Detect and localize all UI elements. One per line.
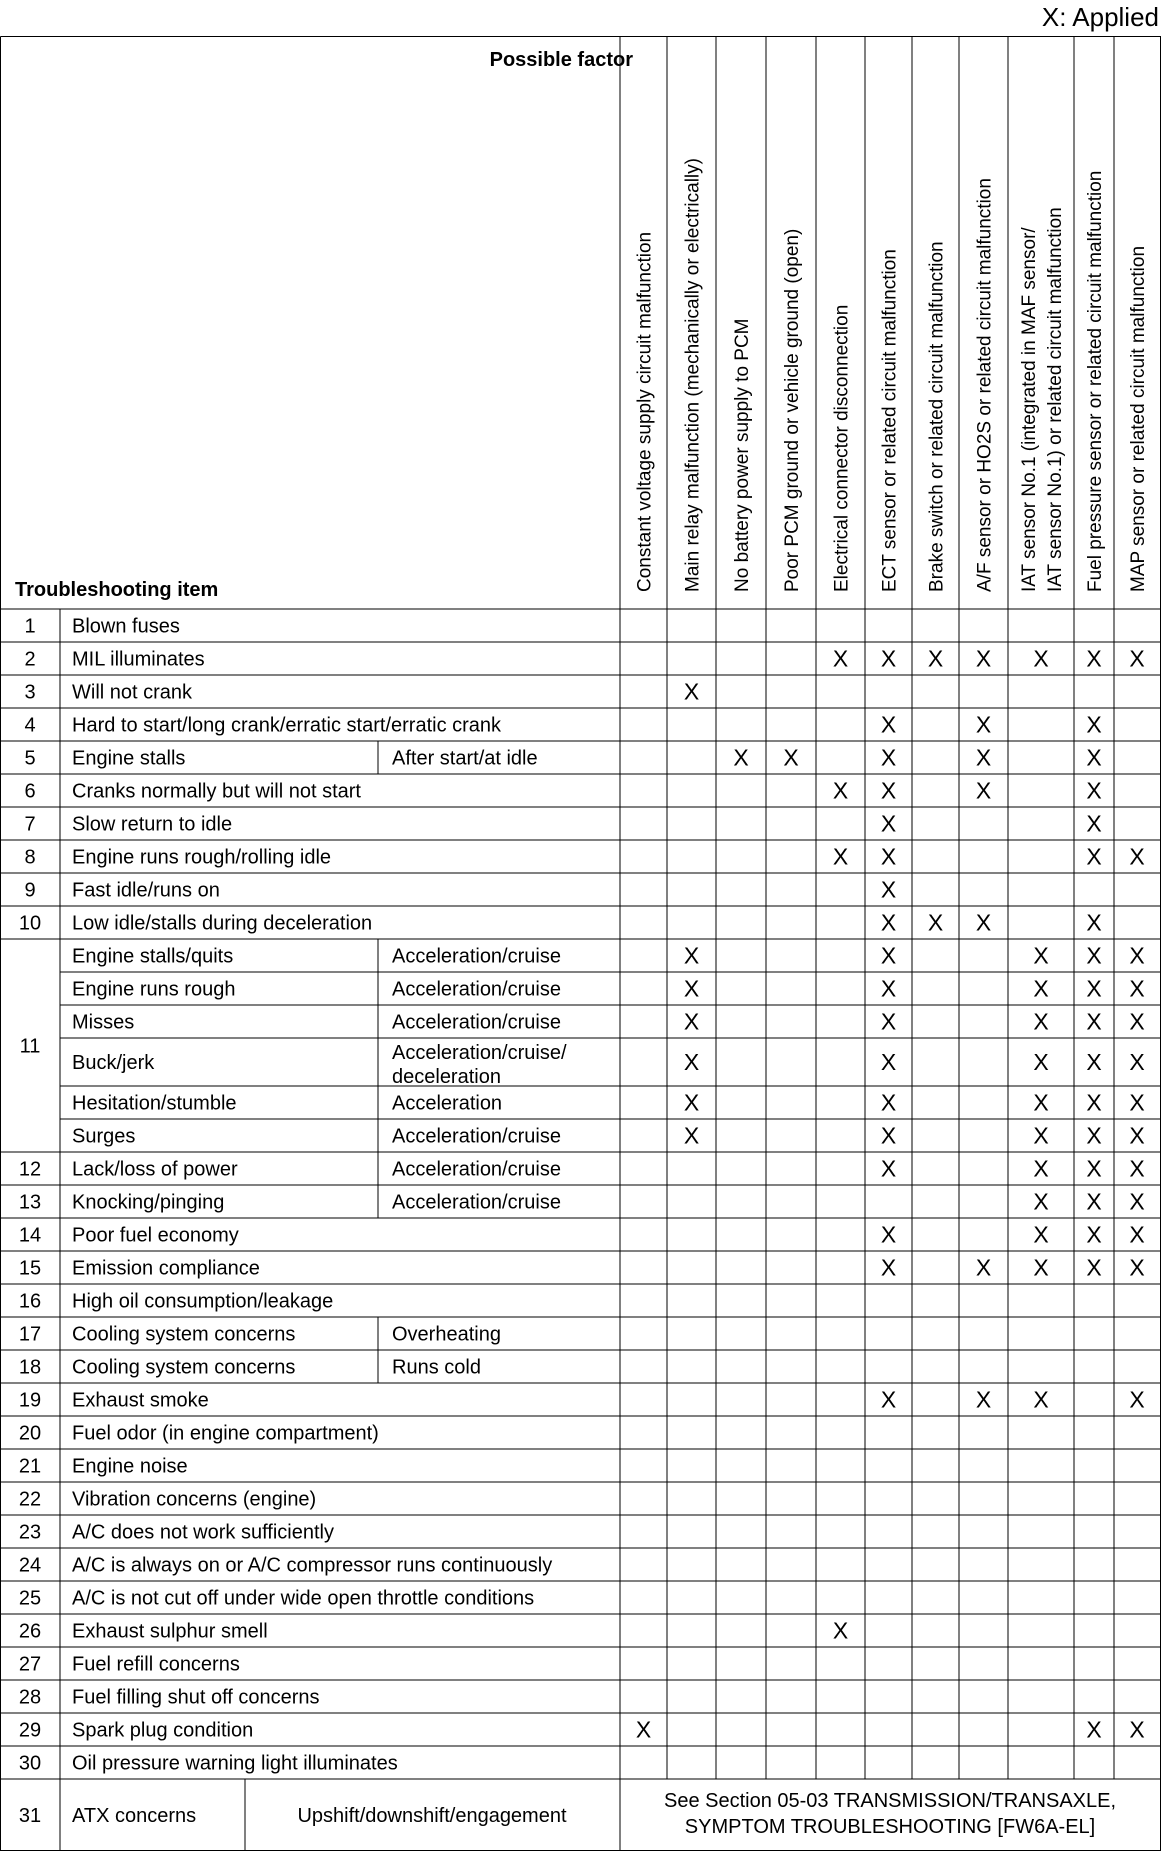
applied-mark: X: [1086, 1089, 1102, 1116]
applied-mark: X: [1129, 1122, 1145, 1149]
factor-column-header: IAT sensor No.1) or related circuit malfunction: [1045, 207, 1066, 592]
item-label: High oil consumption/leakage: [72, 1290, 334, 1313]
row-number: 9: [24, 879, 36, 902]
troubleshooting-item-heading: Troubleshooting item: [15, 579, 219, 601]
applied-mark: X: [683, 975, 700, 1002]
possible-factor-heading: Possible factor: [489, 49, 633, 71]
condition-label: Upshift/downshift/engagement: [297, 1805, 567, 1827]
applied-mark: X: [1086, 744, 1102, 771]
applied-mark: X: [1129, 843, 1145, 870]
applied-mark: X: [683, 942, 700, 969]
applied-mark: X: [1129, 975, 1145, 1002]
factor-column-header: Constant voltage supply circuit malfunction: [634, 231, 656, 592]
row-number: 28: [18, 1686, 42, 1709]
applied-mark: X: [975, 1386, 992, 1413]
row-number: 16: [18, 1290, 42, 1313]
row-number: 8: [24, 846, 36, 869]
condition-label: Runs cold: [392, 1356, 481, 1379]
applied-mark: X: [1033, 645, 1049, 672]
item-label: Hard to start/long crank/erratic start/erratic crank: [72, 714, 502, 737]
condition-label: Overheating: [392, 1323, 501, 1346]
row-number: 14: [18, 1224, 42, 1247]
row-number: 29: [18, 1719, 42, 1742]
applied-mark: X: [1086, 810, 1102, 837]
applied-mark: X: [927, 645, 944, 672]
applied-mark: X: [683, 1049, 700, 1075]
applied-mark: X: [880, 1089, 897, 1116]
applied-mark: X: [1086, 942, 1102, 969]
applied-mark: X: [975, 1254, 992, 1281]
row-number: 18: [18, 1356, 42, 1379]
applied-mark: X: [880, 1008, 897, 1035]
row-number: 21: [18, 1455, 42, 1478]
item-label: Cooling system concerns: [72, 1356, 296, 1379]
applied-mark: X: [880, 975, 897, 1002]
applied-mark: X: [832, 777, 849, 804]
row-number: 5: [24, 747, 36, 770]
item-label: ATX concerns: [72, 1805, 197, 1827]
item-label: MIL illuminates: [72, 648, 205, 671]
item-label: Oil pressure warning light illuminates: [72, 1752, 398, 1775]
row-number: 25: [18, 1587, 42, 1610]
row-number: 6: [24, 780, 36, 803]
item-label: Surges: [72, 1125, 136, 1148]
applied-mark: X: [1129, 1188, 1145, 1215]
row-number: 15: [18, 1257, 42, 1280]
item-label: A/C does not work sufficiently: [72, 1521, 334, 1544]
item-label: Fast idle/runs on: [72, 879, 220, 902]
factor-column-header: A/F sensor or HO2S or related circuit malfunction: [974, 178, 996, 592]
factor-column-header: Fuel pressure sensor or related circuit malfunction: [1085, 170, 1106, 592]
row-number: 2: [24, 648, 36, 671]
applied-mark: X: [683, 1008, 700, 1035]
applied-mark: X: [880, 777, 897, 804]
item-label: Engine stalls: [72, 747, 186, 770]
condition-label: Acceleration/cruise: [392, 1011, 561, 1034]
applied-mark: X: [880, 1122, 897, 1149]
item-label: Cooling system concerns: [72, 1323, 296, 1346]
applied-mark: X: [1086, 645, 1102, 672]
applied-mark: X: [1033, 975, 1049, 1002]
applied-mark: X: [975, 645, 992, 672]
applied-mark: X: [1033, 1254, 1049, 1281]
item-label: Fuel refill concerns: [72, 1653, 240, 1676]
item-label: Misses: [72, 1011, 135, 1034]
factor-column-header: Main relay malfunction (mechanically or electrically): [682, 158, 704, 592]
row-number: 19: [18, 1389, 42, 1412]
applied-mark: X: [683, 1089, 700, 1116]
condition-label: deceleration: [392, 1066, 501, 1088]
item-label: Spark plug condition: [72, 1719, 254, 1742]
row-number: 7: [24, 813, 36, 836]
item-label: Fuel odor (in engine compartment): [72, 1422, 379, 1445]
applied-mark: X: [1129, 1716, 1145, 1743]
applied-mark: X: [1129, 645, 1145, 672]
applied-mark: X: [1086, 843, 1102, 870]
legend-applied: X: Applied: [1041, 2, 1159, 32]
applied-mark: X: [1086, 1221, 1102, 1248]
item-label: A/C is not cut off under wide open throttle conditions: [72, 1587, 535, 1610]
item-label: Cranks normally but will not start: [72, 780, 361, 803]
applied-mark: X: [880, 1221, 897, 1248]
item-label: Engine runs rough: [72, 978, 236, 1001]
applied-mark: X: [880, 645, 897, 672]
applied-mark: X: [1129, 1089, 1145, 1116]
row-number: 20: [18, 1422, 42, 1445]
item-label: A/C is always on or A/C compressor runs continuously: [72, 1554, 553, 1577]
row-number: 12: [18, 1158, 42, 1181]
applied-mark: X: [1086, 711, 1102, 738]
applied-mark: X: [1129, 942, 1145, 969]
applied-mark: X: [1086, 909, 1102, 936]
applied-mark: X: [880, 942, 897, 969]
item-label: Will not crank: [72, 681, 193, 704]
condition-label: Acceleration/cruise: [392, 978, 561, 1001]
factor-column-header: Brake switch or related circuit malfunction: [926, 241, 948, 592]
applied-mark: X: [1129, 1008, 1145, 1035]
item-label: Engine runs rough/rolling idle: [72, 846, 332, 869]
row-number: 26: [18, 1620, 42, 1643]
applied-mark: X: [1033, 1049, 1049, 1075]
row-number: 4: [24, 714, 36, 737]
applied-mark: X: [880, 1155, 897, 1182]
item-label: Engine stalls/quits: [72, 945, 234, 968]
item-label: Slow return to idle: [72, 813, 233, 836]
condition-label: Acceleration/cruise: [392, 1158, 561, 1181]
applied-mark: X: [1086, 1122, 1102, 1149]
applied-mark: X: [683, 1122, 700, 1149]
applied-mark: X: [880, 1049, 897, 1075]
item-label: Fuel filling shut off concerns: [72, 1686, 320, 1709]
condition-label: Acceleration/cruise: [392, 945, 561, 968]
applied-mark: X: [1033, 1122, 1049, 1149]
applied-mark: X: [1086, 777, 1102, 804]
see-section-note: See Section 05-03 TRANSMISSION/TRANSAXLE,: [663, 1790, 1117, 1812]
applied-mark: X: [1033, 1221, 1049, 1248]
applied-mark: X: [1129, 1254, 1145, 1281]
applied-mark: X: [1086, 1049, 1102, 1075]
row-number: 10: [18, 912, 42, 935]
row-number: 31: [18, 1805, 42, 1827]
factor-column-header: IAT sensor No.1 (integrated in MAF sensor/: [1019, 227, 1040, 592]
applied-mark: X: [1033, 1386, 1049, 1413]
item-label: Engine noise: [72, 1455, 188, 1478]
applied-mark: X: [880, 909, 897, 936]
applied-mark: X: [1086, 1716, 1102, 1743]
applied-mark: X: [1086, 1155, 1102, 1182]
item-label: Exhaust sulphur smell: [72, 1620, 268, 1643]
applied-mark: X: [1086, 1008, 1102, 1035]
condition-label: Acceleration/cruise: [392, 1191, 561, 1214]
condition-label: Acceleration/cruise: [392, 1125, 561, 1148]
item-label: Poor fuel economy: [72, 1224, 239, 1247]
applied-mark: X: [1086, 975, 1102, 1002]
applied-mark: X: [880, 810, 897, 837]
factor-column-header: MAP sensor or related circuit malfunction: [1128, 245, 1149, 592]
row-number: 24: [18, 1554, 42, 1577]
applied-mark: X: [1086, 1254, 1102, 1281]
factor-column-header: ECT sensor or related circuit malfunction: [879, 249, 901, 592]
row-number: 3: [24, 681, 36, 704]
item-label: Hesitation/stumble: [72, 1092, 237, 1115]
factor-column-header: No battery power supply to PCM: [732, 318, 753, 592]
item-label: Emission compliance: [72, 1257, 260, 1280]
applied-mark: X: [1033, 1188, 1049, 1215]
applied-mark: X: [1033, 1155, 1049, 1182]
item-label: Lack/loss of power: [72, 1158, 238, 1181]
row-number: 17: [18, 1323, 42, 1346]
applied-mark: X: [880, 711, 897, 738]
applied-mark: X: [1129, 1049, 1145, 1075]
applied-mark: X: [880, 744, 897, 771]
applied-mark: X: [832, 645, 849, 672]
applied-mark: X: [880, 876, 897, 903]
item-label: Blown fuses: [72, 615, 180, 638]
applied-mark: X: [783, 744, 799, 771]
item-label: Low idle/stalls during deceleration: [72, 912, 373, 935]
condition-label: After start/at idle: [392, 747, 538, 770]
applied-mark: X: [1033, 1089, 1049, 1116]
applied-mark: X: [975, 711, 992, 738]
factor-column-header: Electrical connector disconnection: [831, 304, 853, 592]
applied-mark: X: [880, 1254, 897, 1281]
applied-mark: X: [975, 744, 992, 771]
applied-mark: X: [832, 1617, 849, 1644]
applied-mark: X: [1033, 942, 1049, 969]
factor-column-header: Poor PCM ground or vehicle ground (open): [782, 228, 803, 592]
item-label: Exhaust smoke: [72, 1389, 209, 1412]
item-label: Vibration concerns (engine): [72, 1488, 317, 1511]
applied-mark: X: [1129, 1386, 1145, 1413]
condition-label: Acceleration/cruise/: [392, 1042, 567, 1064]
applied-mark: X: [880, 1386, 897, 1413]
row-number: 30: [18, 1752, 42, 1775]
troubleshooting-table: [0, 36, 1161, 1858]
condition-label: Acceleration: [392, 1092, 503, 1115]
row-number: 23: [18, 1521, 42, 1544]
applied-mark: X: [635, 1716, 652, 1743]
see-section-note: SYMPTOM TROUBLESHOOTING [FW6A-EL]: [684, 1816, 1096, 1838]
applied-mark: X: [832, 843, 849, 870]
row-number: 1: [24, 615, 36, 638]
applied-mark: X: [880, 843, 897, 870]
row-number: 22: [18, 1488, 42, 1511]
row-number: 27: [18, 1653, 42, 1676]
applied-mark: X: [975, 909, 992, 936]
applied-mark: X: [1129, 1155, 1145, 1182]
row-number: 11: [19, 1035, 41, 1058]
applied-mark: X: [1129, 1221, 1145, 1248]
applied-mark: X: [733, 744, 749, 771]
applied-mark: X: [683, 678, 700, 705]
row-number: 13: [18, 1191, 42, 1214]
item-label: Knocking/pinging: [72, 1191, 225, 1214]
applied-mark: X: [1033, 1008, 1049, 1035]
item-label: Buck/jerk: [72, 1052, 155, 1074]
applied-mark: X: [1086, 1188, 1102, 1215]
applied-mark: X: [927, 909, 944, 936]
applied-mark: X: [975, 777, 992, 804]
